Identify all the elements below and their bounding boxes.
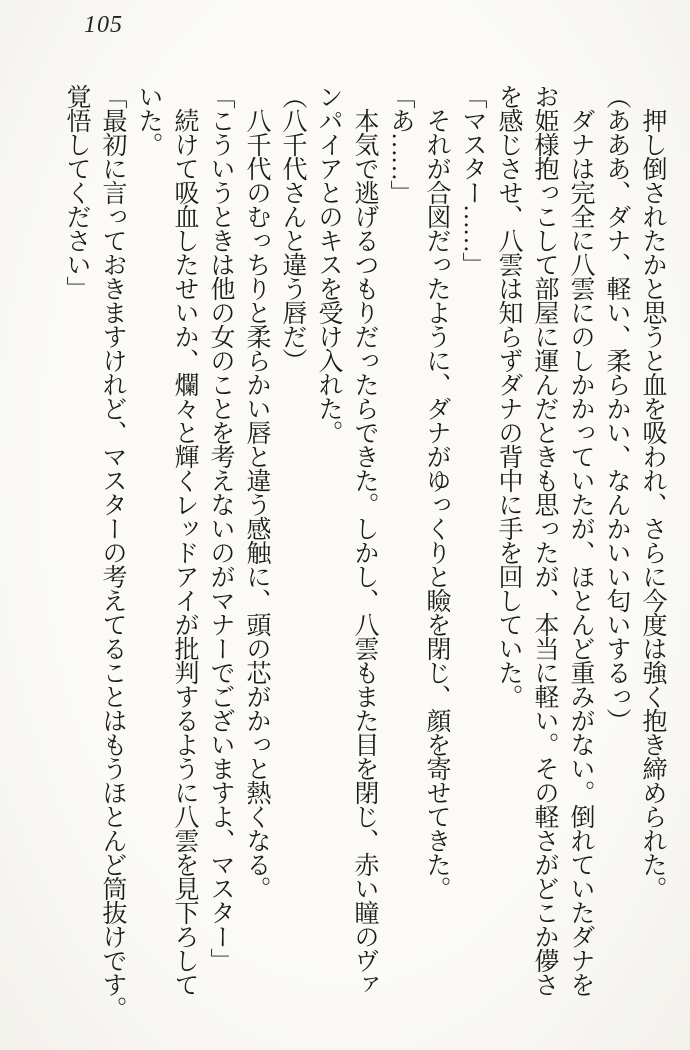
text-line: それが合図だったように、ダナがゆっくりと瞼を閉じ、顔を寄せてきた。 (423, 84, 450, 900)
text-line: 「マスター……」 (459, 84, 486, 276)
text-line: ダナは完全に八雲にのしかかっていたが、ほとんど重みがない。倒れていたダナを (567, 84, 594, 996)
text-line: ンパイアとのキスを受け入れた。 (315, 84, 342, 444)
text-line: 八千代のむっちりと柔らかい唇と違う感触に、頭の芯がかっと熱くなる。 (243, 84, 270, 900)
page-text (58, 84, 670, 1036)
text-line: 本気で逃げるつもりだったらできた。しかし、八雲もまた目を閉じ、赤い瞳のヴァ (351, 84, 378, 996)
text-line: 「あ……」 (387, 84, 414, 204)
text-line: （八千代さんと違う唇だ） (279, 84, 306, 372)
text-line: お姫様抱っこして部屋に運んだときも思ったが、本当に軽い。その軽さがどこか儚さ (531, 84, 558, 996)
text-line: 「最初に言っておきますけれど、マスターの考えてることはもうほとんど筒抜けです。 (99, 84, 126, 1020)
text-line: を感じさせ、八雲は知らずダナの背中に手を回していた。 (495, 84, 522, 708)
text-line: いた。 (135, 84, 162, 156)
text-line: 続けて吸血したせいか、爛々と輝くレッドアイが批判するように八雲を見下ろして (171, 84, 198, 996)
text-line: 押し倒されたかと思うと血を吸われ、さらに今度は強く抱き締められた。 (639, 84, 666, 900)
page-number: 105 (84, 12, 123, 38)
text-line: 「こういうときは他の女のことを考えないのがマナーでございますよ、マスター」 (207, 84, 234, 972)
text-line: 覚悟してください」 (63, 84, 90, 300)
text-line: （あああ、ダナ、軽い、柔らかい、なんかいい匂いするっ） (603, 84, 630, 732)
